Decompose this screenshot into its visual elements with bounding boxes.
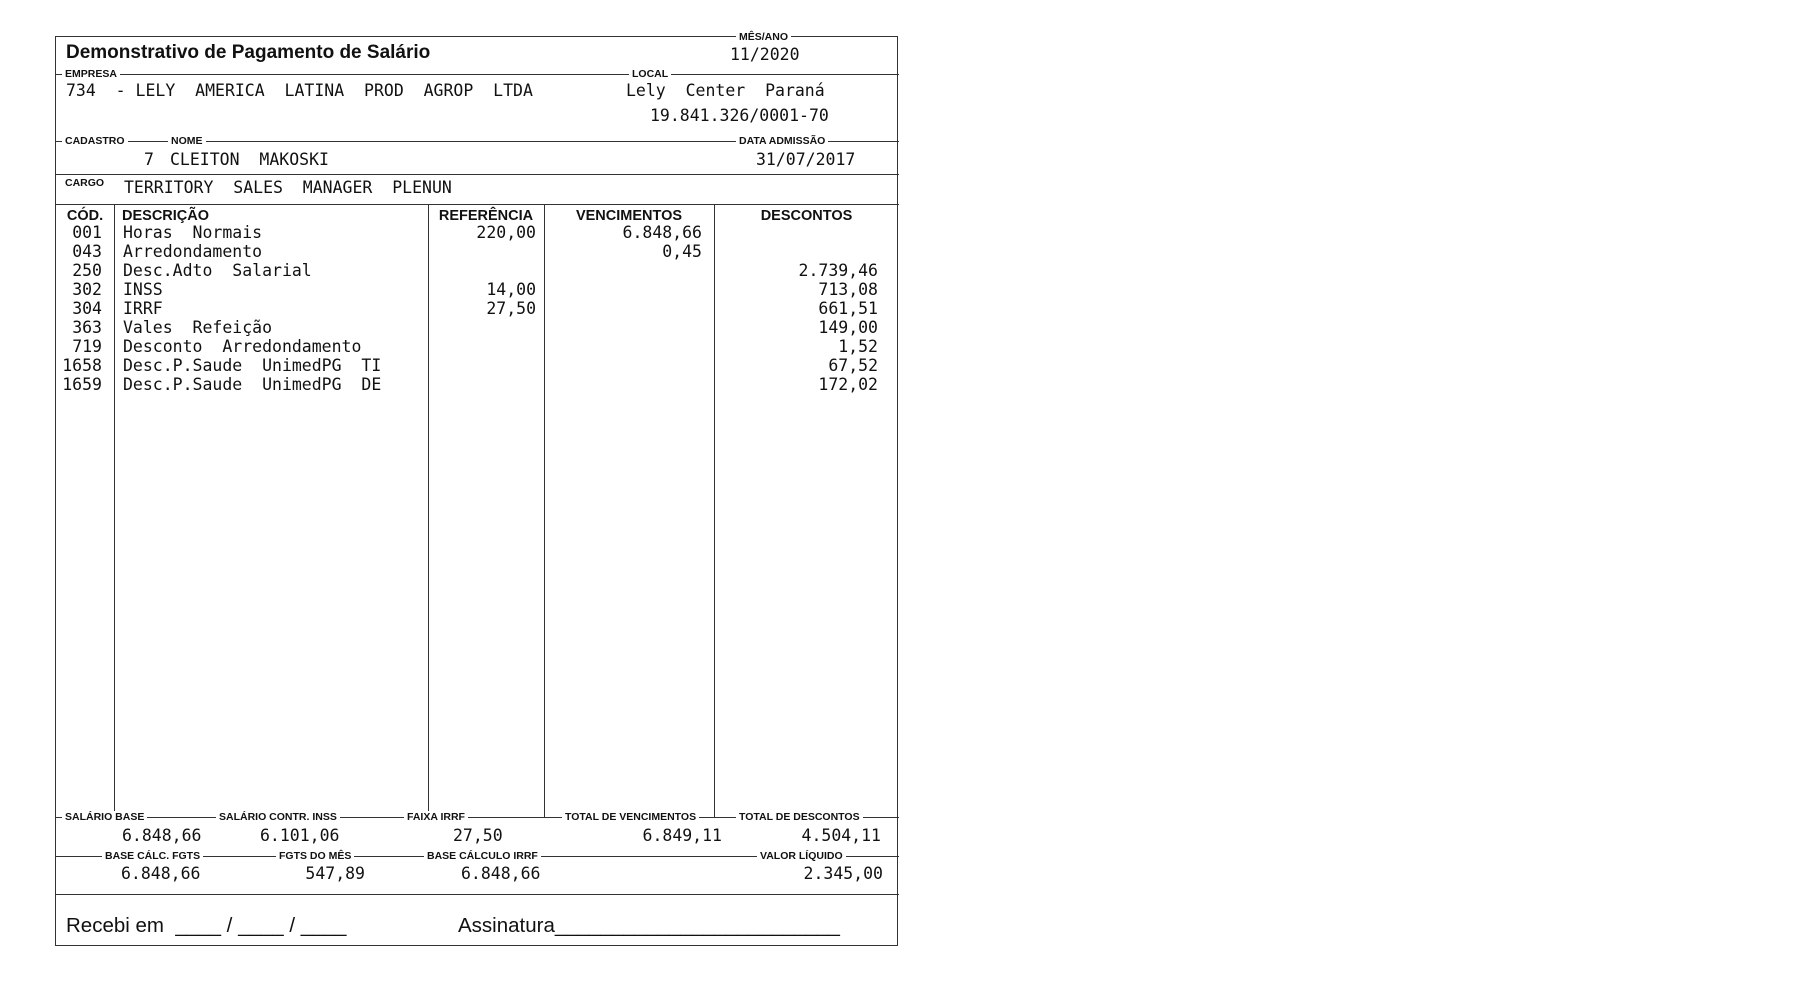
base-calc-fgts-label: BASE CÁLC. FGTS (102, 850, 203, 862)
cell-descricao: IRRF (123, 299, 163, 318)
total-descontos-label: TOTAL DE DESCONTOS (736, 811, 863, 823)
table-row (56, 280, 899, 299)
cell-cod: 043 (72, 242, 102, 261)
assinatura-text: Assinatura_________________________ (458, 914, 840, 937)
base-calc-fgts-value: 6.848,66 (121, 864, 201, 883)
cell-descricao: Desc.P.Saude UnimedPG TI (123, 356, 382, 375)
total-descontos-value: 4.504,11 (801, 826, 881, 845)
col-header-descontos: DESCONTOS (760, 208, 853, 224)
cell-descontos: 661,51 (818, 299, 878, 318)
cadastro-value: 7 (144, 150, 154, 169)
salario-base-label: SALÁRIO BASE (62, 811, 147, 823)
mes-ano-value: 11/2020 (730, 45, 800, 64)
fgts-mes-label: FGTS DO MÊS (276, 850, 354, 862)
cell-cod: 304 (72, 299, 102, 318)
cell-vencimentos: 6.848,66 (622, 223, 702, 242)
cell-cod: 250 (72, 261, 102, 280)
cell-descricao: Desc.Adto Salarial (123, 261, 312, 280)
col-header-descricao: DESCRIÇÃO (122, 208, 210, 224)
cell-vencimentos: 0,45 (662, 242, 702, 261)
divider (56, 204, 899, 205)
cell-cod: 1659 (62, 375, 102, 394)
cell-cod: 363 (72, 318, 102, 337)
salario-base-value: 6.848,66 (122, 826, 202, 845)
cell-descontos: 1,52 (838, 337, 878, 356)
table-row (56, 375, 899, 394)
empresa-label: EMPRESA (62, 68, 120, 80)
divider (56, 74, 899, 75)
admissao-label: DATA ADMISSÃO (736, 135, 828, 147)
col-header-cod: CÓD. (66, 208, 104, 224)
cargo-value: TERRITORY SALES MANAGER PLENUN (124, 178, 452, 197)
recebi-em-text: Recebi em ____ / ____ / ____ (66, 914, 347, 937)
total-vencimentos-value: 6.849,11 (642, 826, 722, 845)
cell-referencia: 220,00 (476, 223, 536, 242)
table-row (56, 318, 899, 337)
cell-referencia: 27,50 (486, 299, 536, 318)
cell-cod: 1658 (62, 356, 102, 375)
fgts-mes-value: 547,89 (305, 864, 365, 883)
empresa-value: 734 - LELY AMERICA LATINA PROD AGROP LTDA (66, 81, 533, 100)
cell-descontos: 172,02 (818, 375, 878, 394)
local-label: LOCAL (629, 68, 671, 80)
total-vencimentos-label: TOTAL DE VENCIMENTOS (562, 811, 699, 823)
table-row (56, 261, 899, 280)
cell-descontos: 713,08 (818, 280, 878, 299)
valor-liquido-label: VALOR LÍQUIDO (757, 850, 846, 862)
faixa-irrf-value: 27,50 (453, 826, 503, 845)
cell-descricao: Desc.P.Saude UnimedPG DE (123, 375, 382, 394)
cell-descontos: 149,00 (818, 318, 878, 337)
payslip (55, 31, 898, 946)
admissao-value: 31/07/2017 (756, 150, 856, 169)
cell-descontos: 67,52 (828, 356, 878, 375)
cargo-label: CARGO (62, 177, 107, 189)
base-calc-irrf-value: 6.848,66 (461, 864, 541, 883)
cell-descricao: Desconto Arredondamento (123, 337, 362, 356)
salario-contr-inss-label: SALÁRIO CONTR. INSS (216, 811, 340, 823)
table-row (56, 242, 899, 261)
table-body (56, 223, 899, 394)
table-row (56, 223, 899, 242)
cell-descricao: Vales Refeição (123, 318, 273, 337)
table-row (56, 299, 899, 318)
cell-descontos: 2.739,46 (798, 261, 878, 280)
cell-descricao: Arredondamento (123, 242, 263, 261)
cnpj-value: 19.841.326/0001-70 (650, 106, 829, 125)
col-header-referencia: REFERÊNCIA (438, 208, 534, 224)
cell-cod: 302 (72, 280, 102, 299)
cell-cod: 719 (72, 337, 102, 356)
mes-ano-label: MÊS/ANO (736, 31, 791, 43)
table-row (56, 356, 899, 375)
divider (56, 894, 899, 895)
document-title: Demonstrativo de Pagamento de Salário (66, 42, 431, 63)
cell-referencia: 14,00 (486, 280, 536, 299)
local-value: Lely Center Paraná (626, 81, 825, 100)
nome-value: CLEITON MAKOSKI (170, 150, 329, 169)
valor-liquido-value: 2.345,00 (803, 864, 883, 883)
cadastro-label: CADASTRO (62, 135, 128, 147)
salario-contr-inss-value: 6.101,06 (260, 826, 340, 845)
divider (56, 174, 899, 175)
table-row (56, 337, 899, 356)
base-calc-irrf-label: BASE CÁLCULO IRRF (424, 850, 541, 862)
cell-descricao: Horas Normais (123, 223, 263, 242)
nome-label: NOME (168, 135, 206, 147)
col-header-vencimentos: VENCIMENTOS (575, 208, 683, 224)
faixa-irrf-label: FAIXA IRRF (404, 811, 468, 823)
cell-descricao: INSS (123, 280, 163, 299)
cell-cod: 001 (72, 223, 102, 242)
